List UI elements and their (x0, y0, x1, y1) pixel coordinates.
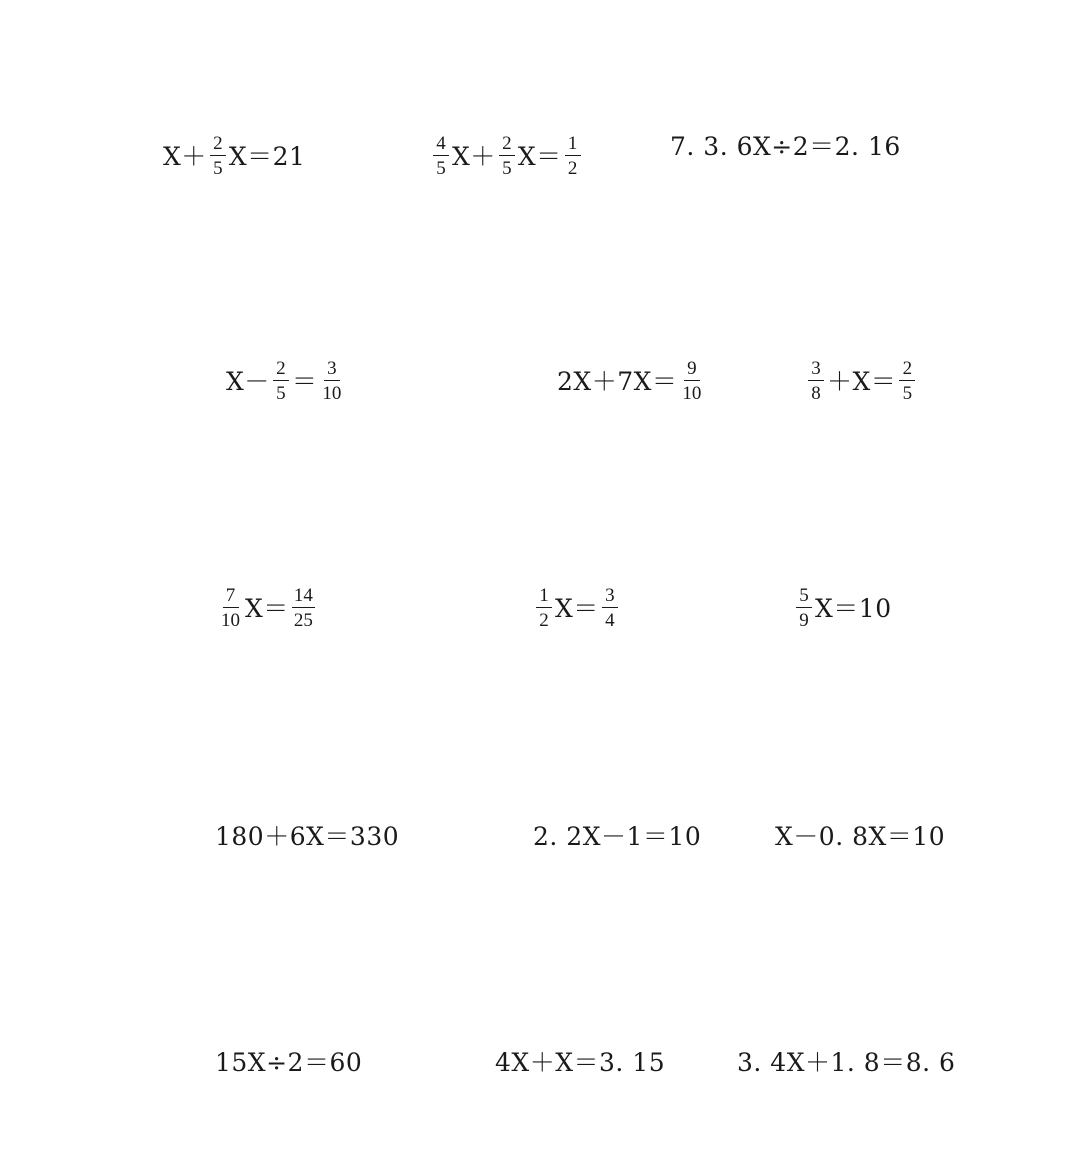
fraction-numerator: 2 (899, 359, 915, 381)
fraction (273, 359, 289, 403)
fraction-numerator: 5 (796, 586, 812, 608)
fraction-denominator: 10 (221, 610, 240, 631)
equation-15 (737, 1050, 955, 1075)
equation-3 (670, 134, 901, 159)
equation-11 (533, 824, 701, 849)
fraction-numerator: 3 (324, 359, 340, 381)
equation-6 (805, 359, 918, 403)
equation-14 (495, 1050, 665, 1075)
fraction-denominator: 10 (682, 383, 702, 404)
fraction (433, 134, 449, 178)
fraction-denominator: 9 (799, 610, 809, 631)
fraction-numerator: 14 (293, 585, 313, 606)
equation-text: ＝ (291, 366, 318, 396)
fraction-denominator: 5 (502, 158, 512, 179)
equation-2 (430, 134, 584, 178)
fraction (536, 586, 552, 630)
equation-10 (215, 824, 399, 849)
fraction (899, 359, 915, 403)
fraction-numerator: 2 (499, 134, 515, 156)
equation-8 (533, 586, 621, 630)
fraction-numerator: 1 (536, 586, 552, 608)
fraction-numerator: 9 (684, 359, 700, 381)
fraction-denominator: 5 (436, 158, 446, 179)
equation-text: 2. 2X－1＝10 (533, 822, 702, 851)
equation-4 (226, 359, 346, 403)
fraction (602, 586, 618, 630)
equation-1 (163, 134, 305, 178)
fraction-denominator: 5 (902, 383, 913, 404)
fraction (499, 134, 515, 178)
fraction-numerator: 7 (223, 586, 239, 608)
fraction-denominator: 5 (276, 383, 286, 404)
fraction (680, 359, 703, 403)
fraction-denominator: 2 (567, 158, 578, 179)
fraction (210, 134, 226, 178)
equation-text: X＝10 (815, 593, 892, 623)
fraction-numerator: 2 (210, 134, 226, 156)
equation-text: ＋X＝ (827, 366, 897, 396)
equation-text: X＝ (245, 593, 289, 623)
equation-text: X＝ (555, 593, 599, 623)
fraction-numerator: 3 (808, 359, 824, 381)
equation-9 (793, 586, 892, 630)
fraction-numerator: 2 (273, 359, 289, 381)
fraction (292, 586, 315, 630)
equation-text: 7. 3. 6X÷2＝2. 16 (670, 132, 901, 161)
equation-5 (557, 359, 706, 403)
fraction (219, 586, 242, 630)
equation-text: X－0. 8X＝10 (775, 822, 946, 851)
equation-text: X＝21 (228, 141, 306, 171)
fraction (565, 134, 581, 178)
equation-13 (215, 1050, 362, 1075)
fraction-numerator: 4 (433, 134, 449, 156)
fraction (796, 586, 812, 630)
equation-text: 180＋6X＝330 (215, 822, 400, 851)
fraction-denominator: 10 (322, 383, 342, 404)
fraction-denominator: 5 (213, 158, 223, 179)
fraction-denominator: 8 (811, 383, 821, 404)
equation-text: X＝ (517, 141, 562, 171)
fraction (808, 359, 824, 403)
equation-text: 15X÷2＝60 (215, 1048, 363, 1077)
fraction-numerator: 3 (602, 586, 618, 608)
equation-text: X－ (226, 366, 270, 396)
equation-7 (216, 586, 318, 630)
fraction-numerator: 1 (565, 134, 581, 156)
equation-text: X＋ (163, 141, 207, 171)
equation-text: 3. 4X＋1. 8＝8. 6 (737, 1048, 956, 1077)
fraction-denominator: 2 (539, 610, 549, 631)
equation-text: 4X＋X＝3. 15 (495, 1048, 666, 1077)
fraction (320, 359, 343, 403)
equation-12 (775, 824, 945, 849)
equation-text: X＋ (452, 141, 496, 171)
equation-text: 2X＋7X＝ (557, 366, 678, 396)
fraction-denominator: 4 (605, 610, 615, 631)
fraction-denominator: 25 (293, 610, 313, 631)
